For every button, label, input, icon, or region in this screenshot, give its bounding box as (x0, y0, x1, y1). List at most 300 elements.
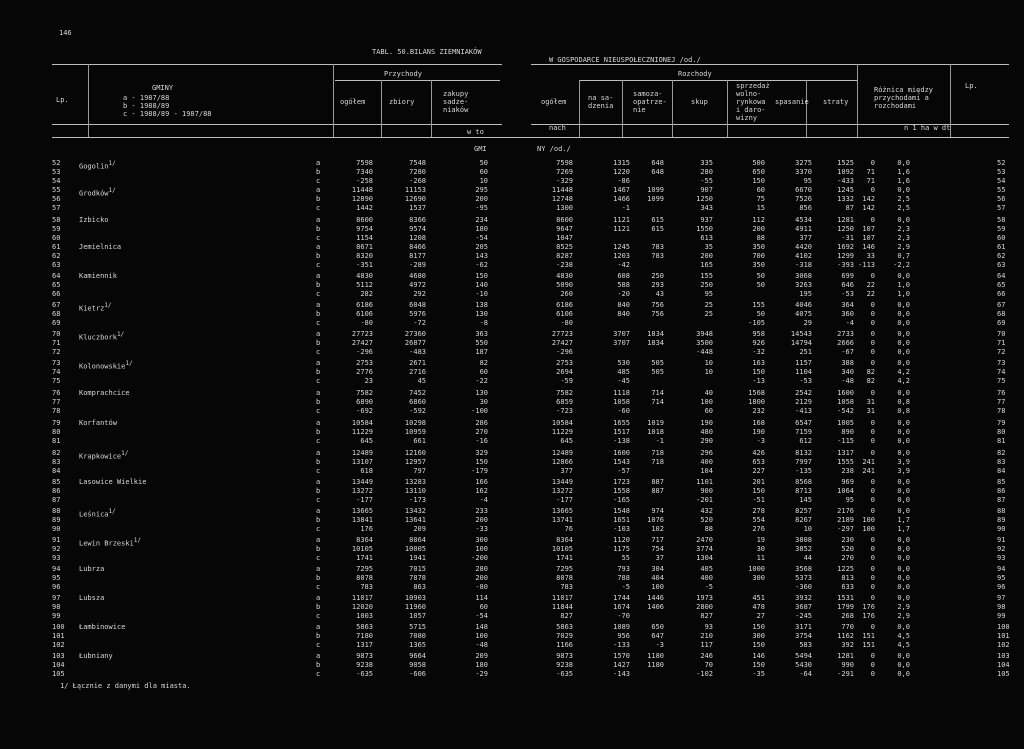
table-cell: 11844 (551, 603, 573, 611)
gmina-name: Lubsza (79, 594, 105, 602)
table-cell: 3852 (795, 545, 812, 553)
table-cell: 0,0 (897, 536, 910, 544)
table-cell: 10105 (351, 545, 373, 553)
gmina-name: Lubrza (79, 565, 105, 573)
table-cell: -177 (556, 496, 573, 504)
table-row (0, 632, 1024, 641)
gmina-name: Komprachcice (79, 389, 130, 397)
table-cell: 2666 (837, 339, 854, 347)
table-cell: 107 (862, 225, 875, 233)
header-unit-mid: nach (549, 124, 566, 132)
table-row (0, 554, 1024, 563)
table-cell: 1442 (356, 204, 373, 212)
table-cell: 6890 (356, 398, 373, 406)
table-cell: 6048 (409, 301, 426, 309)
row-variant-letter: c (316, 204, 321, 212)
row-number: 81 (52, 437, 61, 445)
table-cell: 31 (866, 407, 875, 415)
table-cell: 88 (756, 234, 765, 242)
table-cell: 1,7 (897, 525, 910, 533)
table-cell: 615 (651, 216, 664, 224)
gmina-name: Kamiennik (79, 272, 117, 280)
row-variant-letter: b (316, 339, 321, 347)
table-cell: 13449 (551, 478, 573, 486)
row-variant-letter: c (316, 177, 321, 185)
table-cell: 827 (560, 612, 573, 620)
table-cell: 3568 (795, 565, 812, 573)
table-cell: 60 (479, 368, 488, 376)
table-cell: -113 (858, 261, 875, 269)
header-skup: skup (691, 98, 708, 106)
table-cell: 0 (870, 496, 875, 504)
table-cell: 1057 (409, 612, 426, 620)
table-cell: 4911 (795, 225, 812, 233)
header-zbiory: zbiory (389, 98, 415, 106)
table-cell: 100 (475, 545, 488, 553)
table-cell: 0 (870, 670, 875, 678)
gmina-name: Gogolin$^{1/}$ (79, 160, 116, 171)
row-variant-letter: a (316, 594, 321, 602)
table-cell: 1003 (356, 612, 373, 620)
row-variant-letter: a (316, 478, 321, 486)
table-cell: 146 (752, 652, 765, 660)
table-row (0, 261, 1024, 270)
table-cell: 1018 (647, 428, 664, 436)
table-cell: 8525 (556, 243, 573, 251)
table-cell: 1741 (356, 554, 373, 562)
table-cell: -60 (617, 407, 630, 415)
table-row (0, 565, 1024, 574)
table-cell: -258 (356, 177, 373, 185)
row-number-right: 77 (997, 398, 1006, 406)
table-cell: -291 (837, 670, 854, 678)
table-cell: 200 (752, 225, 765, 233)
table-cell: 238 (841, 467, 854, 475)
row-number-right: 55 (997, 186, 1006, 194)
table-cell: 783 (360, 583, 373, 591)
table-cell: 82 (866, 368, 875, 376)
table-cell: 1162 (837, 632, 854, 640)
table-row (0, 348, 1024, 357)
table-cell: 293 (651, 281, 664, 289)
table-cell: 3707 (613, 339, 630, 347)
table-cell: 29 (803, 319, 812, 327)
table-cell: -48 (475, 641, 488, 649)
table-cell: 2753 (356, 359, 373, 367)
table-cell: 8600 (356, 216, 373, 224)
row-variant-letter: c (316, 290, 321, 298)
row-variant-letter: c (316, 261, 321, 269)
table-row (0, 449, 1024, 461)
table-cell: 0 (870, 330, 875, 338)
header-lp: Lp. (56, 96, 69, 104)
table-cell: 8671 (356, 243, 373, 251)
row-number-right: 68 (997, 310, 1006, 318)
table-cell: 12890 (351, 195, 373, 203)
table-cell: 50 (756, 310, 765, 318)
table-cell: 0,0 (897, 554, 910, 562)
table-cell: 282 (360, 290, 373, 298)
table-cell: 165 (700, 261, 713, 269)
table-cell: 9873 (356, 652, 373, 660)
row-variant-letter: a (316, 507, 321, 515)
table-cell: 1299 (837, 252, 854, 260)
table-cell: 6186 (556, 301, 573, 309)
table-cell: 530 (617, 359, 630, 367)
row-number-right: 88 (997, 507, 1006, 515)
row-variant-letter: c (316, 612, 321, 620)
table-cell: 0 (870, 449, 875, 457)
row-number: 76 (52, 389, 61, 397)
table-cell: 1058 (613, 398, 630, 406)
table-cell: 827 (700, 612, 713, 620)
row-number: 104 (52, 661, 65, 669)
table-cell: 27 (756, 612, 765, 620)
table-cell: 60 (479, 603, 488, 611)
table-cell: 11 (756, 554, 765, 562)
row-number-right: 76 (997, 389, 1006, 397)
table-cell: 900 (700, 487, 713, 495)
table-cell: 27723 (351, 330, 373, 338)
table-cell: 0,0 (897, 623, 910, 631)
table-cell: 100 (475, 632, 488, 640)
table-cell: 268 (841, 612, 854, 620)
table-cell: 714 (651, 389, 664, 397)
table-row (0, 234, 1024, 243)
table-cell: 1548 (613, 507, 630, 515)
table-cell: 30 (756, 545, 765, 553)
row-number-right: 71 (997, 339, 1006, 347)
table-cell: 130 (475, 310, 488, 318)
table-cell: 37 (655, 554, 664, 562)
row-variant-letter: c (316, 525, 321, 533)
table-cell: 205 (475, 243, 488, 251)
table-cell: 618 (360, 467, 373, 475)
table-cell: 956 (617, 632, 630, 640)
row-number: 73 (52, 359, 61, 367)
table-cell: -296 (356, 348, 373, 356)
table-cell: 1120 (613, 536, 630, 544)
header-samozaop-1: samoza- (633, 90, 663, 98)
row-number: 66 (52, 290, 61, 298)
table-cell: 485 (617, 368, 630, 376)
table-cell: 2,5 (897, 204, 910, 212)
gmina-name: Lasowice Wielkie (79, 478, 147, 486)
row-number: 59 (52, 225, 61, 233)
table-cell: 176 (360, 525, 373, 533)
table-cell: 0,0 (897, 272, 910, 280)
table-cell: -268 (409, 177, 426, 185)
table-cell: 1570 (613, 652, 630, 660)
header-na-sadzenia-1: na sa- (588, 94, 614, 102)
row-number: 90 (52, 525, 61, 533)
table-cell: -54 (475, 234, 488, 242)
table-cell: 27427 (351, 339, 373, 347)
table-row (0, 496, 1024, 505)
table-cell: 250 (700, 281, 713, 289)
row-number: 99 (52, 612, 61, 620)
table-cell: 1245 (837, 186, 854, 194)
table-cell: 27427 (551, 339, 573, 347)
row-number: 54 (52, 177, 61, 185)
table-cell: 0,0 (897, 496, 910, 504)
row-number-right: 53 (997, 168, 1006, 176)
table-cell: 1220 (613, 168, 630, 176)
table-cell: -2,2 (893, 261, 910, 269)
table-cell: 756 (651, 310, 664, 318)
table-row (0, 507, 1024, 519)
table-cell: 8132 (795, 449, 812, 457)
row-number: 93 (52, 554, 61, 562)
table-cell: 0 (870, 487, 875, 495)
table-cell: 50 (756, 281, 765, 289)
header-gmi: GMI (474, 145, 487, 153)
table-row (0, 525, 1024, 534)
table-cell: -86 (617, 177, 630, 185)
table-cell: 505 (651, 368, 664, 376)
table-cell: 7582 (356, 389, 373, 397)
table-cell: 0,7 (897, 252, 910, 260)
table-cell: 2671 (409, 359, 426, 367)
table-cell: 12489 (351, 449, 373, 457)
row-number-right: 94 (997, 565, 1006, 573)
table-cell: 1525 (837, 159, 854, 167)
table-cell: 974 (651, 507, 664, 515)
table-cell: 1000 (748, 565, 765, 573)
table-cell: 0 (870, 661, 875, 669)
table-cell: -57 (617, 467, 630, 475)
table-cell: 0,0 (897, 310, 910, 318)
row-variant-letter: a (316, 243, 321, 251)
table-cell: -62 (475, 261, 488, 269)
row-number: 52 (52, 159, 61, 167)
table-cell: 13432 (404, 507, 426, 515)
table-row (0, 437, 1024, 446)
table-cell: 1,7 (897, 516, 910, 524)
table-cell: 13272 (551, 487, 573, 495)
row-number: 71 (52, 339, 61, 347)
table-cell: 363 (475, 330, 488, 338)
gmina-name: Grodków$^{1/}$ (79, 187, 116, 198)
table-cell: -45 (617, 377, 630, 385)
table-cell: -245 (795, 612, 812, 620)
table-row (0, 407, 1024, 416)
row-number: 65 (52, 281, 61, 289)
table-row (0, 545, 1024, 554)
table-cell: 0 (870, 623, 875, 631)
table-cell: 112 (752, 216, 765, 224)
table-cell: 887 (651, 478, 664, 486)
table-cell: 23 (364, 377, 373, 385)
table-cell: 608 (617, 272, 630, 280)
table-row (0, 290, 1024, 299)
header-sprzedaz-3: rynkowa (736, 98, 766, 106)
row-variant-letter: b (316, 281, 321, 289)
table-cell: 653 (752, 458, 765, 466)
table-cell: 343 (700, 204, 713, 212)
table-cell: 150 (475, 272, 488, 280)
table-cell: 50 (756, 272, 765, 280)
table-cell: -67 (841, 348, 854, 356)
table-cell: 10584 (551, 419, 573, 427)
table-row (0, 243, 1024, 252)
table-cell: 7269 (556, 168, 573, 176)
table-cell: 783 (560, 583, 573, 591)
table-cell: 8364 (356, 536, 373, 544)
table-cell: -48 (841, 377, 854, 385)
table-cell: -55 (700, 177, 713, 185)
row-variant-letter: b (316, 428, 321, 436)
row-variant-letter: c (316, 348, 321, 356)
row-number-right: 81 (997, 437, 1006, 445)
table-cell: 280 (700, 168, 713, 176)
table-cell: 3370 (795, 168, 812, 176)
row-number-right: 97 (997, 594, 1006, 602)
table-cell: 0,0 (897, 565, 910, 573)
table-row (0, 389, 1024, 398)
table-cell: 25 (704, 301, 713, 309)
row-number: 55 (52, 186, 61, 194)
row-number-right: 99 (997, 612, 1006, 620)
row-number-right: 104 (997, 661, 1010, 669)
table-cell: 270 (475, 428, 488, 436)
table-cell: -29 (475, 670, 488, 678)
row-number-right: 64 (997, 272, 1006, 280)
row-number-right: 75 (997, 377, 1006, 385)
row-number: 58 (52, 216, 61, 224)
table-cell: 11448 (351, 186, 373, 194)
table-row (0, 612, 1024, 621)
table-cell: 3171 (795, 623, 812, 631)
row-number: 68 (52, 310, 61, 318)
table-cell: 520 (700, 516, 713, 524)
table-cell: 190 (700, 419, 713, 427)
table-cell: -133 (613, 641, 630, 649)
table-cell: 100 (651, 583, 664, 591)
table-cell: 1941 (409, 554, 426, 562)
gmina-name: Łubniany (79, 652, 113, 660)
table-cell: 0 (870, 319, 875, 327)
row-number-right: 70 (997, 330, 1006, 338)
table-cell: 5976 (409, 310, 426, 318)
table-cell: 8064 (409, 536, 426, 544)
table-cell: 1250 (837, 225, 854, 233)
row-number-right: 95 (997, 574, 1006, 582)
table-cell: 432 (700, 507, 713, 515)
table-cell: 82 (479, 359, 488, 367)
row-number-right: 63 (997, 261, 1006, 269)
table-cell: 241 (862, 458, 875, 466)
row-variant-letter: a (316, 419, 321, 427)
table-cell: 863 (413, 583, 426, 591)
table-cell: 7598 (356, 159, 373, 167)
table-cell: 155 (700, 272, 713, 280)
table-cell: 0 (870, 301, 875, 309)
row-number-right: 62 (997, 252, 1006, 260)
row-number-right: 96 (997, 583, 1006, 591)
table-cell: 2716 (409, 368, 426, 376)
table-cell: -238 (556, 261, 573, 269)
table-cell: 0 (870, 437, 875, 445)
table-cell: 6547 (795, 419, 812, 427)
table-cell: 11448 (551, 186, 573, 194)
table-cell: 22 (866, 290, 875, 298)
table-cell: 2189 (837, 516, 854, 524)
table-cell: -351 (356, 261, 373, 269)
table-cell: 2776 (356, 368, 373, 376)
table-cell: -393 (837, 261, 854, 269)
table-cell: 0 (870, 652, 875, 660)
table-cell: 2753 (556, 359, 573, 367)
table-cell: 8257 (795, 507, 812, 515)
table-cell: 180 (475, 661, 488, 669)
table-cell: 1281 (837, 652, 854, 660)
table-cell: 187 (475, 348, 488, 356)
row-variant-letter: a (316, 389, 321, 397)
table-row (0, 272, 1024, 281)
gmina-name: Krapkowice$^{1/}$ (79, 450, 129, 461)
table-cell: 1157 (795, 359, 812, 367)
table-cell: 1651 (613, 516, 630, 524)
table-cell: 9647 (556, 225, 573, 233)
row-number: 75 (52, 377, 61, 385)
table-cell: 8078 (356, 574, 373, 582)
header-sprzedaz-5: wizny (736, 114, 758, 122)
table-cell: -4 (479, 496, 488, 504)
table-cell: 176 (862, 603, 875, 611)
table-cell: 364 (841, 301, 854, 309)
table-cell: 890 (841, 428, 854, 436)
table-cell: 6106 (556, 310, 573, 318)
table-cell: 714 (651, 398, 664, 406)
table-cell: 478 (752, 603, 765, 611)
table-cell: 100 (862, 525, 875, 533)
table-cell: -177 (356, 496, 373, 504)
table-cell: 12489 (551, 449, 573, 457)
table-cell: 5863 (356, 623, 373, 631)
table-cell: 3687 (795, 603, 812, 611)
table-cell: -5 (704, 583, 713, 591)
row-variant-letter: b (316, 398, 321, 406)
footnote-marker: 1/ (116, 331, 125, 338)
table-cell: 10 (704, 368, 713, 376)
table-cell: 44 (803, 554, 812, 562)
table-cell: 4680 (409, 272, 426, 280)
table-cell: 10 (479, 177, 488, 185)
row-number: 74 (52, 368, 61, 376)
table-cell: 31 (866, 398, 875, 406)
table-cell: -360 (795, 583, 812, 591)
table-cell: 1099 (647, 195, 664, 203)
header-roznica-3: rozchodami (874, 102, 917, 110)
table-cell: 0,0 (897, 339, 910, 347)
table-cell: 4534 (795, 216, 812, 224)
table-cell: 7452 (409, 389, 426, 397)
gmina-name: Kluczbork$^{1/}$ (79, 331, 125, 342)
table-cell: 1089 (613, 623, 630, 631)
table-cell: -201 (696, 496, 713, 504)
table-cell: 1121 (613, 225, 630, 233)
table-cell: 0,0 (897, 545, 910, 553)
row-variant-letter: c (316, 377, 321, 385)
table-cell: -35 (752, 670, 765, 678)
table-cell: 60 (479, 168, 488, 176)
row-number: 70 (52, 330, 61, 338)
table-cell: 9574 (409, 225, 426, 233)
table-cell: 2542 (795, 389, 812, 397)
table-cell: 887 (651, 487, 664, 495)
table-cell: 8568 (795, 478, 812, 486)
